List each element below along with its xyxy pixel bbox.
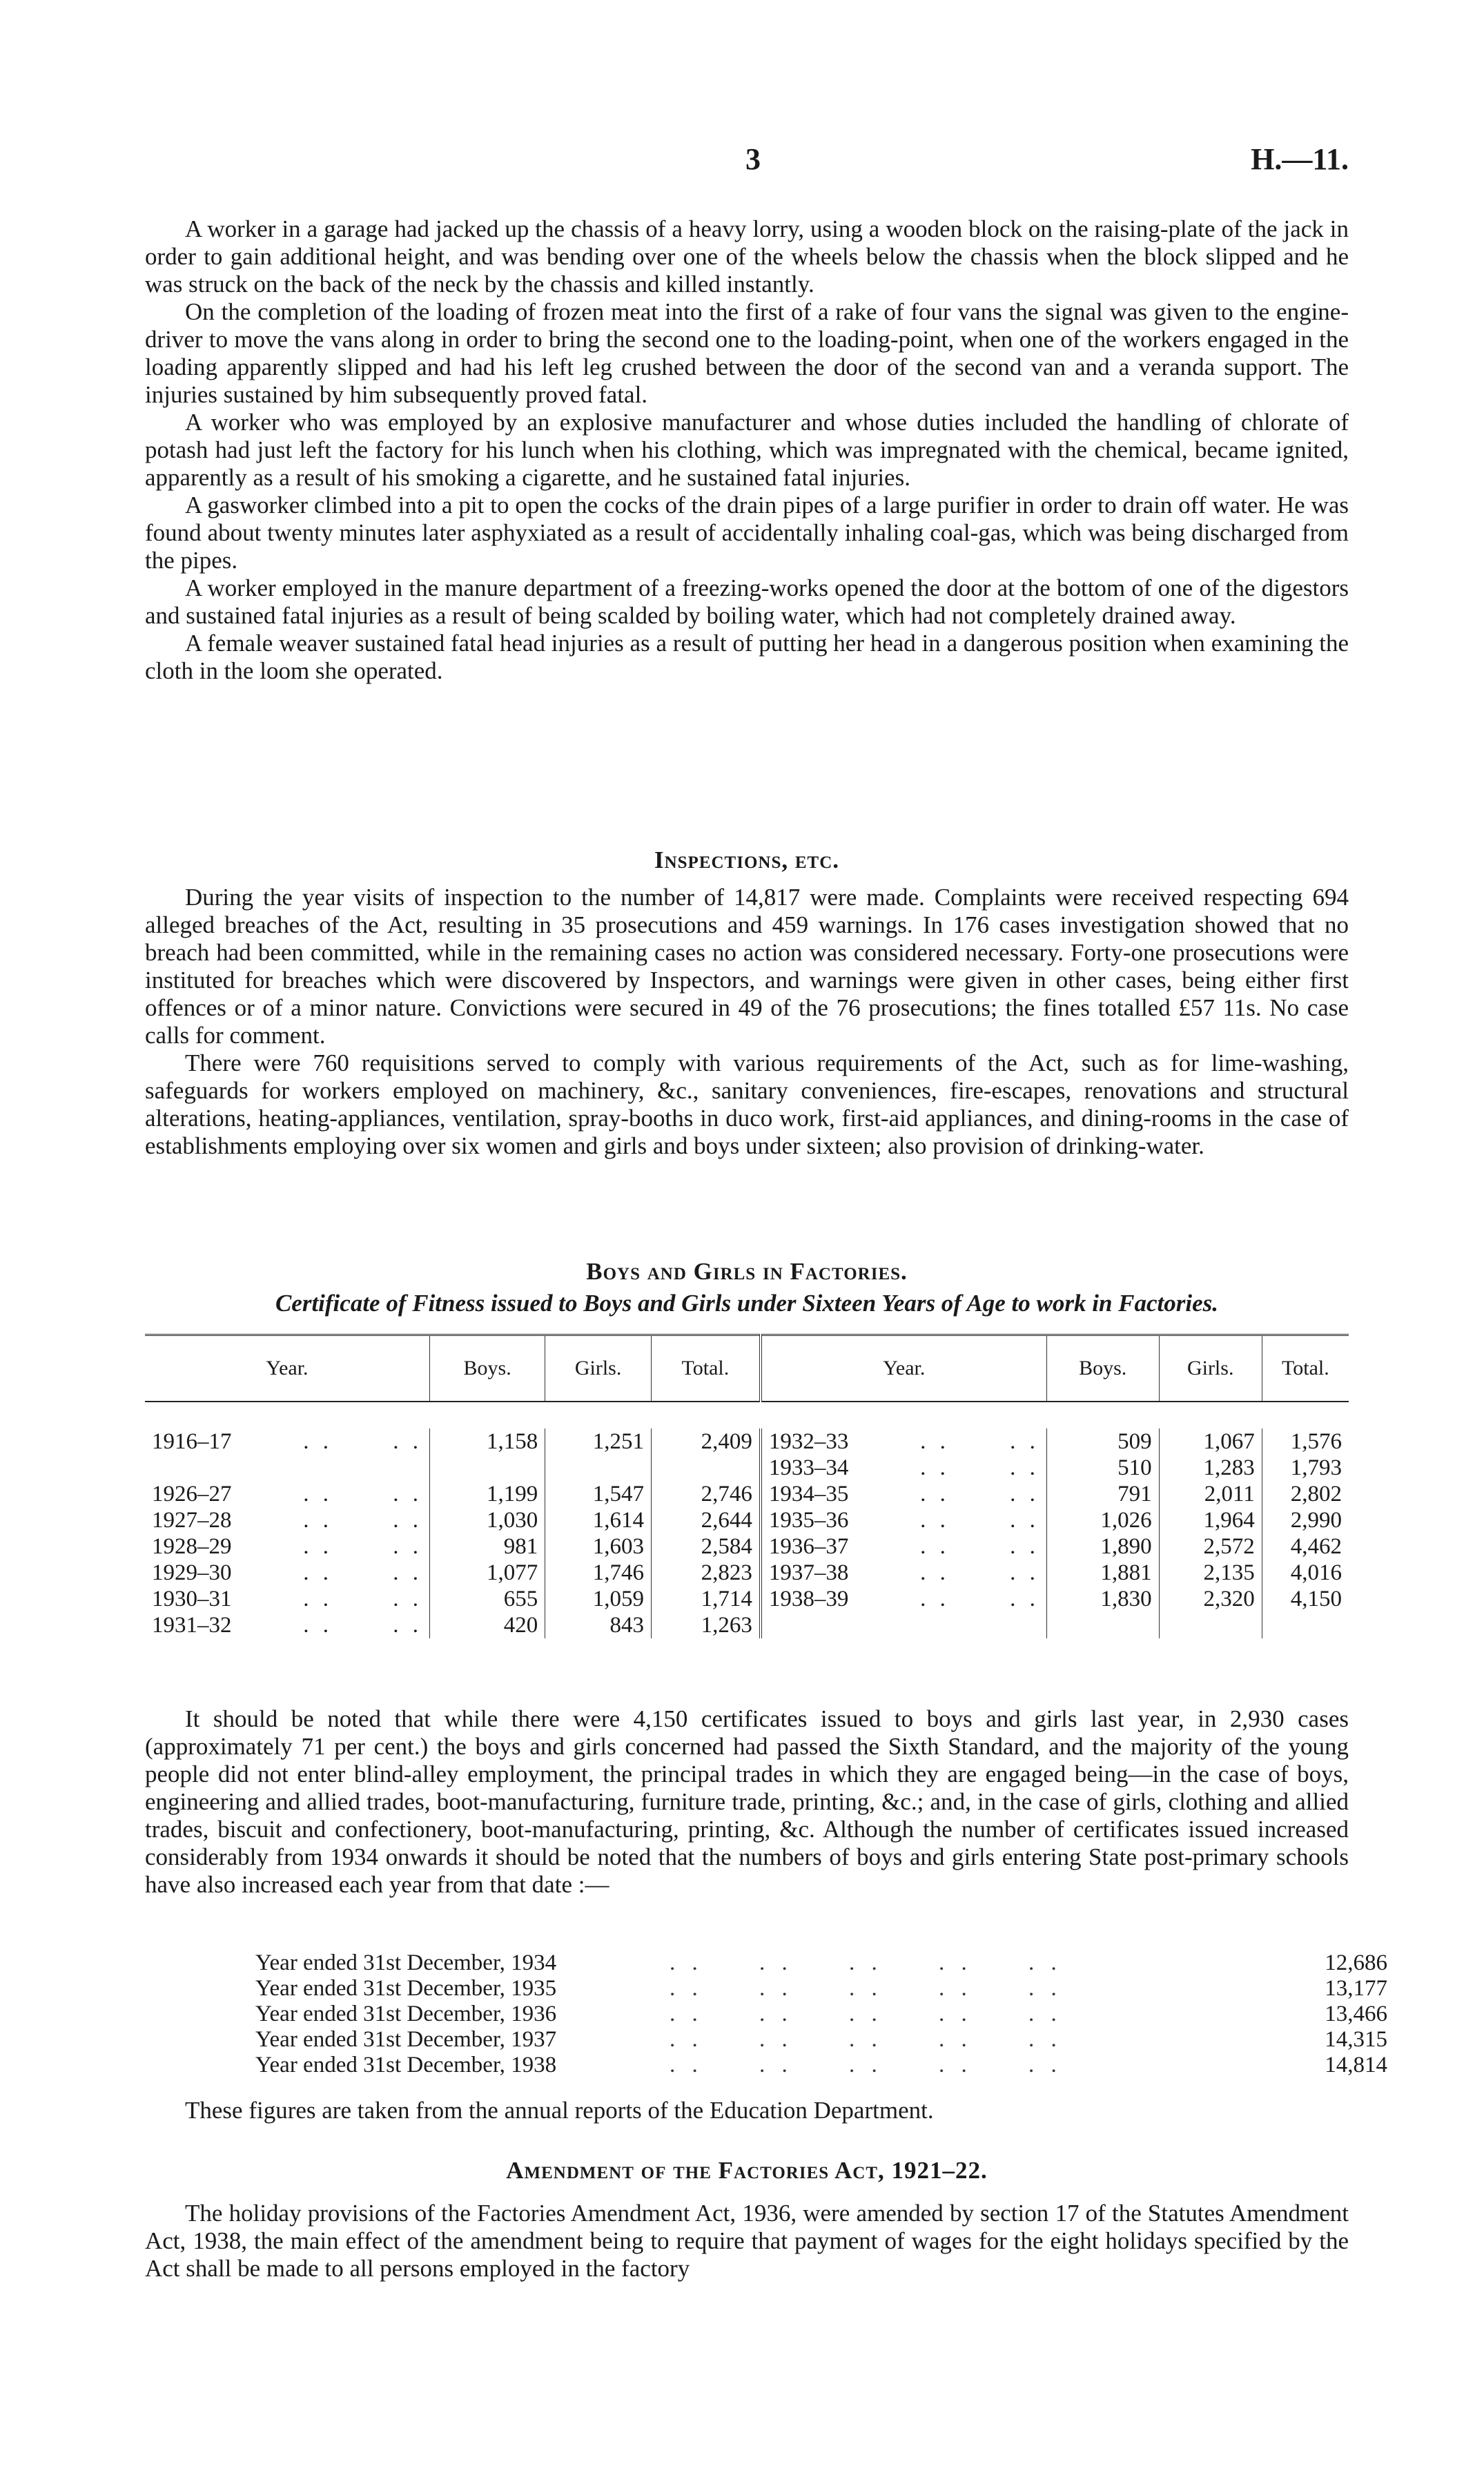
total-cell — [1262, 1612, 1349, 1638]
leader-dots: . . — [393, 1587, 422, 1611]
leader-dots: . . — [920, 1429, 950, 1454]
source-note-block — [145, 2097, 1349, 2124]
year-label: 1932–33 — [768, 1429, 849, 1454]
leader-dots: . . — [303, 1429, 333, 1454]
girls-cell: 1,964 — [1159, 1507, 1262, 1533]
column-header-girls: Girls. — [1159, 1335, 1262, 1402]
enrolment-value: 14,814 — [1325, 2053, 1387, 2077]
boys-cell: 420 — [430, 1612, 545, 1638]
leader-dots: . . — [303, 1560, 333, 1585]
boys-cell: 509 — [1046, 1428, 1159, 1455]
leader-dots: . . — [393, 1482, 422, 1506]
accident-reports — [145, 215, 1349, 685]
total-cell: 2,746 — [651, 1481, 760, 1507]
girls-cell: 2,320 — [1159, 1586, 1262, 1612]
girls-cell: 2,135 — [1159, 1560, 1262, 1586]
year-cell — [761, 1533, 1047, 1560]
leader-dots: . . — [1010, 1455, 1039, 1480]
enrolment-row — [255, 2053, 1387, 2078]
boys-cell: 510 — [1046, 1455, 1159, 1481]
girls-cell: 1,283 — [1159, 1455, 1262, 1481]
year-label: 1933–34 — [768, 1455, 849, 1480]
girls-cell — [1159, 1612, 1262, 1638]
total-cell: 1,714 — [651, 1586, 760, 1612]
table-title: Certificate of Fitness issued to Boys and Girls under Sixteen Years of Age to work in Factories. — [275, 1290, 1219, 1317]
total-cell: 1,263 — [651, 1612, 760, 1638]
year-cell — [145, 1533, 430, 1560]
year-label: 1936–37 — [768, 1534, 849, 1559]
leader-dots: . . — [393, 1508, 422, 1533]
year-label: 1938–39 — [768, 1587, 849, 1611]
table-row — [145, 1586, 1349, 1612]
table-row — [145, 1455, 1349, 1481]
boys-cell: 791 — [1046, 1481, 1159, 1507]
total-cell: 2,644 — [651, 1507, 760, 1533]
column-header-year: Year. — [761, 1335, 1047, 1402]
paragraph: A worker in a garage had jacked up the chassis of a heavy lorry, using a wooden block on the raising-plate of the jack in order to gain additional height, and was bending over one of the wheels below the chassis when the block slipped and he was struck on the back of the neck by the chassis and killed instantly. — [145, 215, 1349, 298]
year-cell — [145, 1612, 430, 1638]
year-cell — [145, 1455, 430, 1481]
girls-cell: 1,067 — [1159, 1428, 1262, 1455]
girls-cell: 1,251 — [545, 1428, 652, 1455]
leader-dots: . . — [920, 1508, 950, 1533]
enrolment-value: 14,315 — [1325, 2027, 1387, 2052]
girls-cell — [545, 1455, 652, 1481]
section-heading-boys-girls: Boys and Girls in Factories. — [586, 1258, 908, 1285]
enrolment-row — [255, 2002, 1387, 2027]
leader-dots: . . — [920, 1534, 950, 1559]
leader-dots: . . — [393, 1613, 422, 1638]
enrolment-label: Year ended 31st December, 1936 — [255, 2002, 557, 2026]
table-row — [145, 1533, 1349, 1560]
table-body — [145, 1402, 1349, 1648]
paragraph: A worker employed in the manure department of a freezing-works opened the door at the bottom of one of the digestors and sustained fatal injuries as a result of being scalded by boiling water, which had not completely drained away. — [145, 574, 1349, 629]
paragraph: On the completion of the loading of frozen meat into the first of a rake of four vans the signal was given to the engine-driver to move the vans along in order to bring the second one to the loading-point, when one of the workers engaged in the loading apparently slipped and had his left leg crushed between the door of the second van and a veranda support. The injuries sustained by him subsequently proved fatal. — [145, 298, 1349, 408]
paragraph: It should be noted that while there were 4,150 certificates issued to boys and girls last year, in 2,930 cases (approximately 71 per cent.) the boys and girls concerned had passed the Sixth Standard, and the majority of the young people did not enter blind-alley employment, the principal trades in which they are engaged being—in the case of boys, engineering and allied trades, boot-manufacturing, furniture trade, printing, &c.; and, in the case of girls, clothing and allied trades, biscuit and confectionery, boot-manufacturing, printing, &c. Although the number of certificates issued increased considerably from 1934 onwards it should be noted that the numbers of boys and girls entering State post-primary schools have also increased each year from that date :— — [145, 1705, 1349, 1898]
total-cell: 1,576 — [1262, 1428, 1349, 1455]
year-cell — [145, 1560, 430, 1586]
enrolment-value: 13,466 — [1325, 2002, 1387, 2026]
certificates-table — [145, 1334, 1349, 1648]
leader-dots: . . — [303, 1613, 333, 1638]
leader-dots: . . — [920, 1560, 950, 1585]
inspections-section — [145, 846, 1349, 1160]
paragraph: During the year visits of inspection to the number of 14,817 were made. Complaints were received respecting 694 alleged breaches of the Act, resulting in 35 prosecutions and 459 warnings. In 176 cases investigation showed that no breach had been committed, while in the remaining cases no action was considered necessary. Forty-one prosecutions were instituted for breaches which were discovered by Inspectors, and warnings were given in other cases, being either first offences or of a minor nature. Convictions were secured in 49 of the 76 prosecutions; the fines totalled £57 11s. No case calls for comment. — [145, 884, 1349, 1049]
table-row — [145, 1428, 1349, 1455]
certificates-table-wrap — [145, 1334, 1349, 1648]
boys-cell: 1,158 — [430, 1428, 545, 1455]
girls-cell: 2,011 — [1159, 1481, 1262, 1507]
girls-cell: 1,746 — [545, 1560, 652, 1586]
leader-dots: . . . . . . . . . . — [670, 2053, 1062, 2077]
year-cell — [761, 1612, 1047, 1638]
year-cell — [761, 1481, 1047, 1507]
year-label: 1928–29 — [152, 1534, 232, 1559]
column-header-boys: Boys. — [430, 1335, 545, 1402]
boys-cell: 1,030 — [430, 1507, 545, 1533]
leader-dots: . . . . . . . . . . — [670, 1976, 1062, 2001]
girls-cell: 1,603 — [545, 1533, 652, 1560]
section-heading-inspections: Inspections, etc. — [654, 846, 840, 873]
enrolment-value: 12,686 — [1325, 1950, 1387, 1975]
girls-cell: 2,572 — [1159, 1533, 1262, 1560]
enrolment-label: Year ended 31st December, 1935 — [255, 1976, 557, 2001]
year-label: 1935–36 — [768, 1508, 849, 1533]
girls-cell: 1,547 — [545, 1481, 652, 1507]
year-cell — [145, 1507, 430, 1533]
table-header-row — [145, 1335, 1349, 1402]
boys-cell — [1046, 1612, 1159, 1638]
document-reference: H.—11. — [1251, 142, 1349, 176]
boys-cell: 1,077 — [430, 1560, 545, 1586]
total-cell: 4,150 — [1262, 1586, 1349, 1612]
total-cell: 4,016 — [1262, 1560, 1349, 1586]
boys-cell: 1,199 — [430, 1481, 545, 1507]
boys-cell: 1,026 — [1046, 1507, 1159, 1533]
leader-dots: . . — [303, 1482, 333, 1506]
year-label: 1931–32 — [152, 1613, 232, 1638]
girls-cell: 843 — [545, 1612, 652, 1638]
column-header-year: Year. — [145, 1335, 430, 1402]
leader-dots: . . — [920, 1455, 950, 1480]
leader-dots: . . . . . . . . . . — [670, 1950, 1062, 1975]
total-cell: 2,823 — [651, 1560, 760, 1586]
total-cell: 2,990 — [1262, 1507, 1349, 1533]
enrolment-row — [255, 1976, 1387, 2002]
boys-girls-section — [145, 1258, 1349, 1317]
leader-dots: . . — [920, 1587, 950, 1611]
leader-dots: . . . . . . . . . . — [670, 2002, 1062, 2026]
boys-cell: 1,890 — [1046, 1533, 1159, 1560]
enrolment-label: Year ended 31st December, 1934 — [255, 1950, 557, 1975]
boys-cell: 1,881 — [1046, 1560, 1159, 1586]
girls-cell: 1,614 — [545, 1507, 652, 1533]
leader-dots: . . — [920, 1482, 950, 1506]
year-cell — [761, 1586, 1047, 1612]
leader-dots: . . — [303, 1534, 333, 1559]
leader-dots: . . — [393, 1560, 422, 1585]
table-row — [145, 1612, 1349, 1638]
leader-dots: . . — [1010, 1534, 1039, 1559]
boys-cell: 1,830 — [1046, 1586, 1159, 1612]
leader-dots: . . — [1010, 1508, 1039, 1533]
table-row — [145, 1560, 1349, 1586]
paragraph: A female weaver sustained fatal head injuries as a result of putting her head in a dangerous position when examining the cloth in the loom she operated. — [145, 630, 1349, 684]
enrolment-value: 13,177 — [1325, 1976, 1387, 2001]
column-header-boys: Boys. — [1046, 1335, 1159, 1402]
leader-dots: . . . . . . . . . . — [670, 2027, 1062, 2052]
year-cell — [761, 1560, 1047, 1586]
leader-dots: . . — [303, 1508, 333, 1533]
boys-cell: 981 — [430, 1533, 545, 1560]
boys-cell — [430, 1455, 545, 1481]
leader-dots: . . — [1010, 1482, 1039, 1506]
year-cell — [145, 1481, 430, 1507]
leader-dots: . . — [1010, 1587, 1039, 1611]
year-cell — [145, 1586, 430, 1612]
section-heading-amendment: Amendment of the Factories Act, 1921–22. — [506, 2157, 988, 2184]
girls-cell: 1,059 — [545, 1586, 652, 1612]
enrolment-label: Year ended 31st December, 1938 — [255, 2053, 557, 2077]
leader-dots: . . — [393, 1429, 422, 1454]
page-number: 3 — [745, 142, 761, 176]
year-cell — [145, 1428, 430, 1455]
paragraph: The holiday provisions of the Factories Amendment Act, 1936, were amended by section 17 of the Statutes Amendment Act, 1938, the main effect of the amendment being to require that payment of wages for the eight holidays specified by the Act shall be made to all persons employed in the factory — [145, 2200, 1349, 2282]
total-cell: 1,793 — [1262, 1455, 1349, 1481]
year-label: 1930–31 — [152, 1587, 232, 1611]
year-label: 1926–27 — [152, 1482, 232, 1506]
total-cell: 2,802 — [1262, 1481, 1349, 1507]
year-cell — [761, 1455, 1047, 1481]
post-primary-enrolments — [255, 1950, 1387, 2078]
year-label: 1927–28 — [152, 1508, 232, 1533]
certificates-note — [145, 1705, 1349, 1899]
paragraph: There were 760 requisitions served to comply with various requirements of the Act, such as for lime-washing, safeguards for workers employed on machinery, &c., sanitary conveniences, fire-escapes, renovations and structural alterations, heating-appliances, ventilation, spray-booths in duco work, first-aid appliances, and dining-rooms in the case of establishments employing over six women and girls and boys under sixteen; also provision of drinking-water. — [145, 1049, 1349, 1159]
year-label: 1929–30 — [152, 1560, 232, 1585]
column-header-total: Total. — [1262, 1335, 1349, 1402]
leader-dots: . . — [1010, 1429, 1039, 1454]
column-header-total: Total. — [651, 1335, 760, 1402]
year-label: 1916–17 — [152, 1429, 232, 1454]
source-note: These figures are taken from the annual reports of the Education Department. — [185, 2097, 934, 2124]
enrolment-row — [255, 2027, 1387, 2053]
enrolment-label: Year ended 31st December, 1937 — [255, 2027, 557, 2052]
boys-cell: 655 — [430, 1586, 545, 1612]
year-label: 1937–38 — [768, 1560, 849, 1585]
year-cell — [761, 1428, 1047, 1455]
enrolment-row — [255, 1950, 1387, 1976]
paragraph: A gasworker climbed into a pit to open the cocks of the drain pipes of a large purifier in order to drain off water. He was found about twenty minutes later asphyxiated as a result of accidentally inhaling coal-gas, which was being discharged from the pipes. — [145, 492, 1349, 574]
table-row — [145, 1481, 1349, 1507]
column-header-girls: Girls. — [545, 1335, 652, 1402]
year-label: 1934–35 — [768, 1482, 849, 1506]
total-cell: 2,584 — [651, 1533, 760, 1560]
table-row — [145, 1507, 1349, 1533]
leader-dots: . . — [393, 1534, 422, 1559]
year-cell — [761, 1507, 1047, 1533]
total-cell: 4,462 — [1262, 1533, 1349, 1560]
leader-dots: . . — [1010, 1560, 1039, 1585]
paragraph: A worker who was employed by an explosive manufacturer and whose duties included the handling of chlorate of potash had just left the factory for his lunch when his clothing, which was impregnated with the chemical, became ignited, apparently as a result of his smoking a cigarette, and he sustained fatal injuries. — [145, 409, 1349, 491]
total-cell — [651, 1455, 760, 1481]
enrolment-list — [255, 1950, 1387, 2078]
total-cell: 2,409 — [651, 1428, 760, 1455]
amendment-section — [145, 2157, 1349, 2283]
leader-dots: . . — [303, 1587, 333, 1611]
